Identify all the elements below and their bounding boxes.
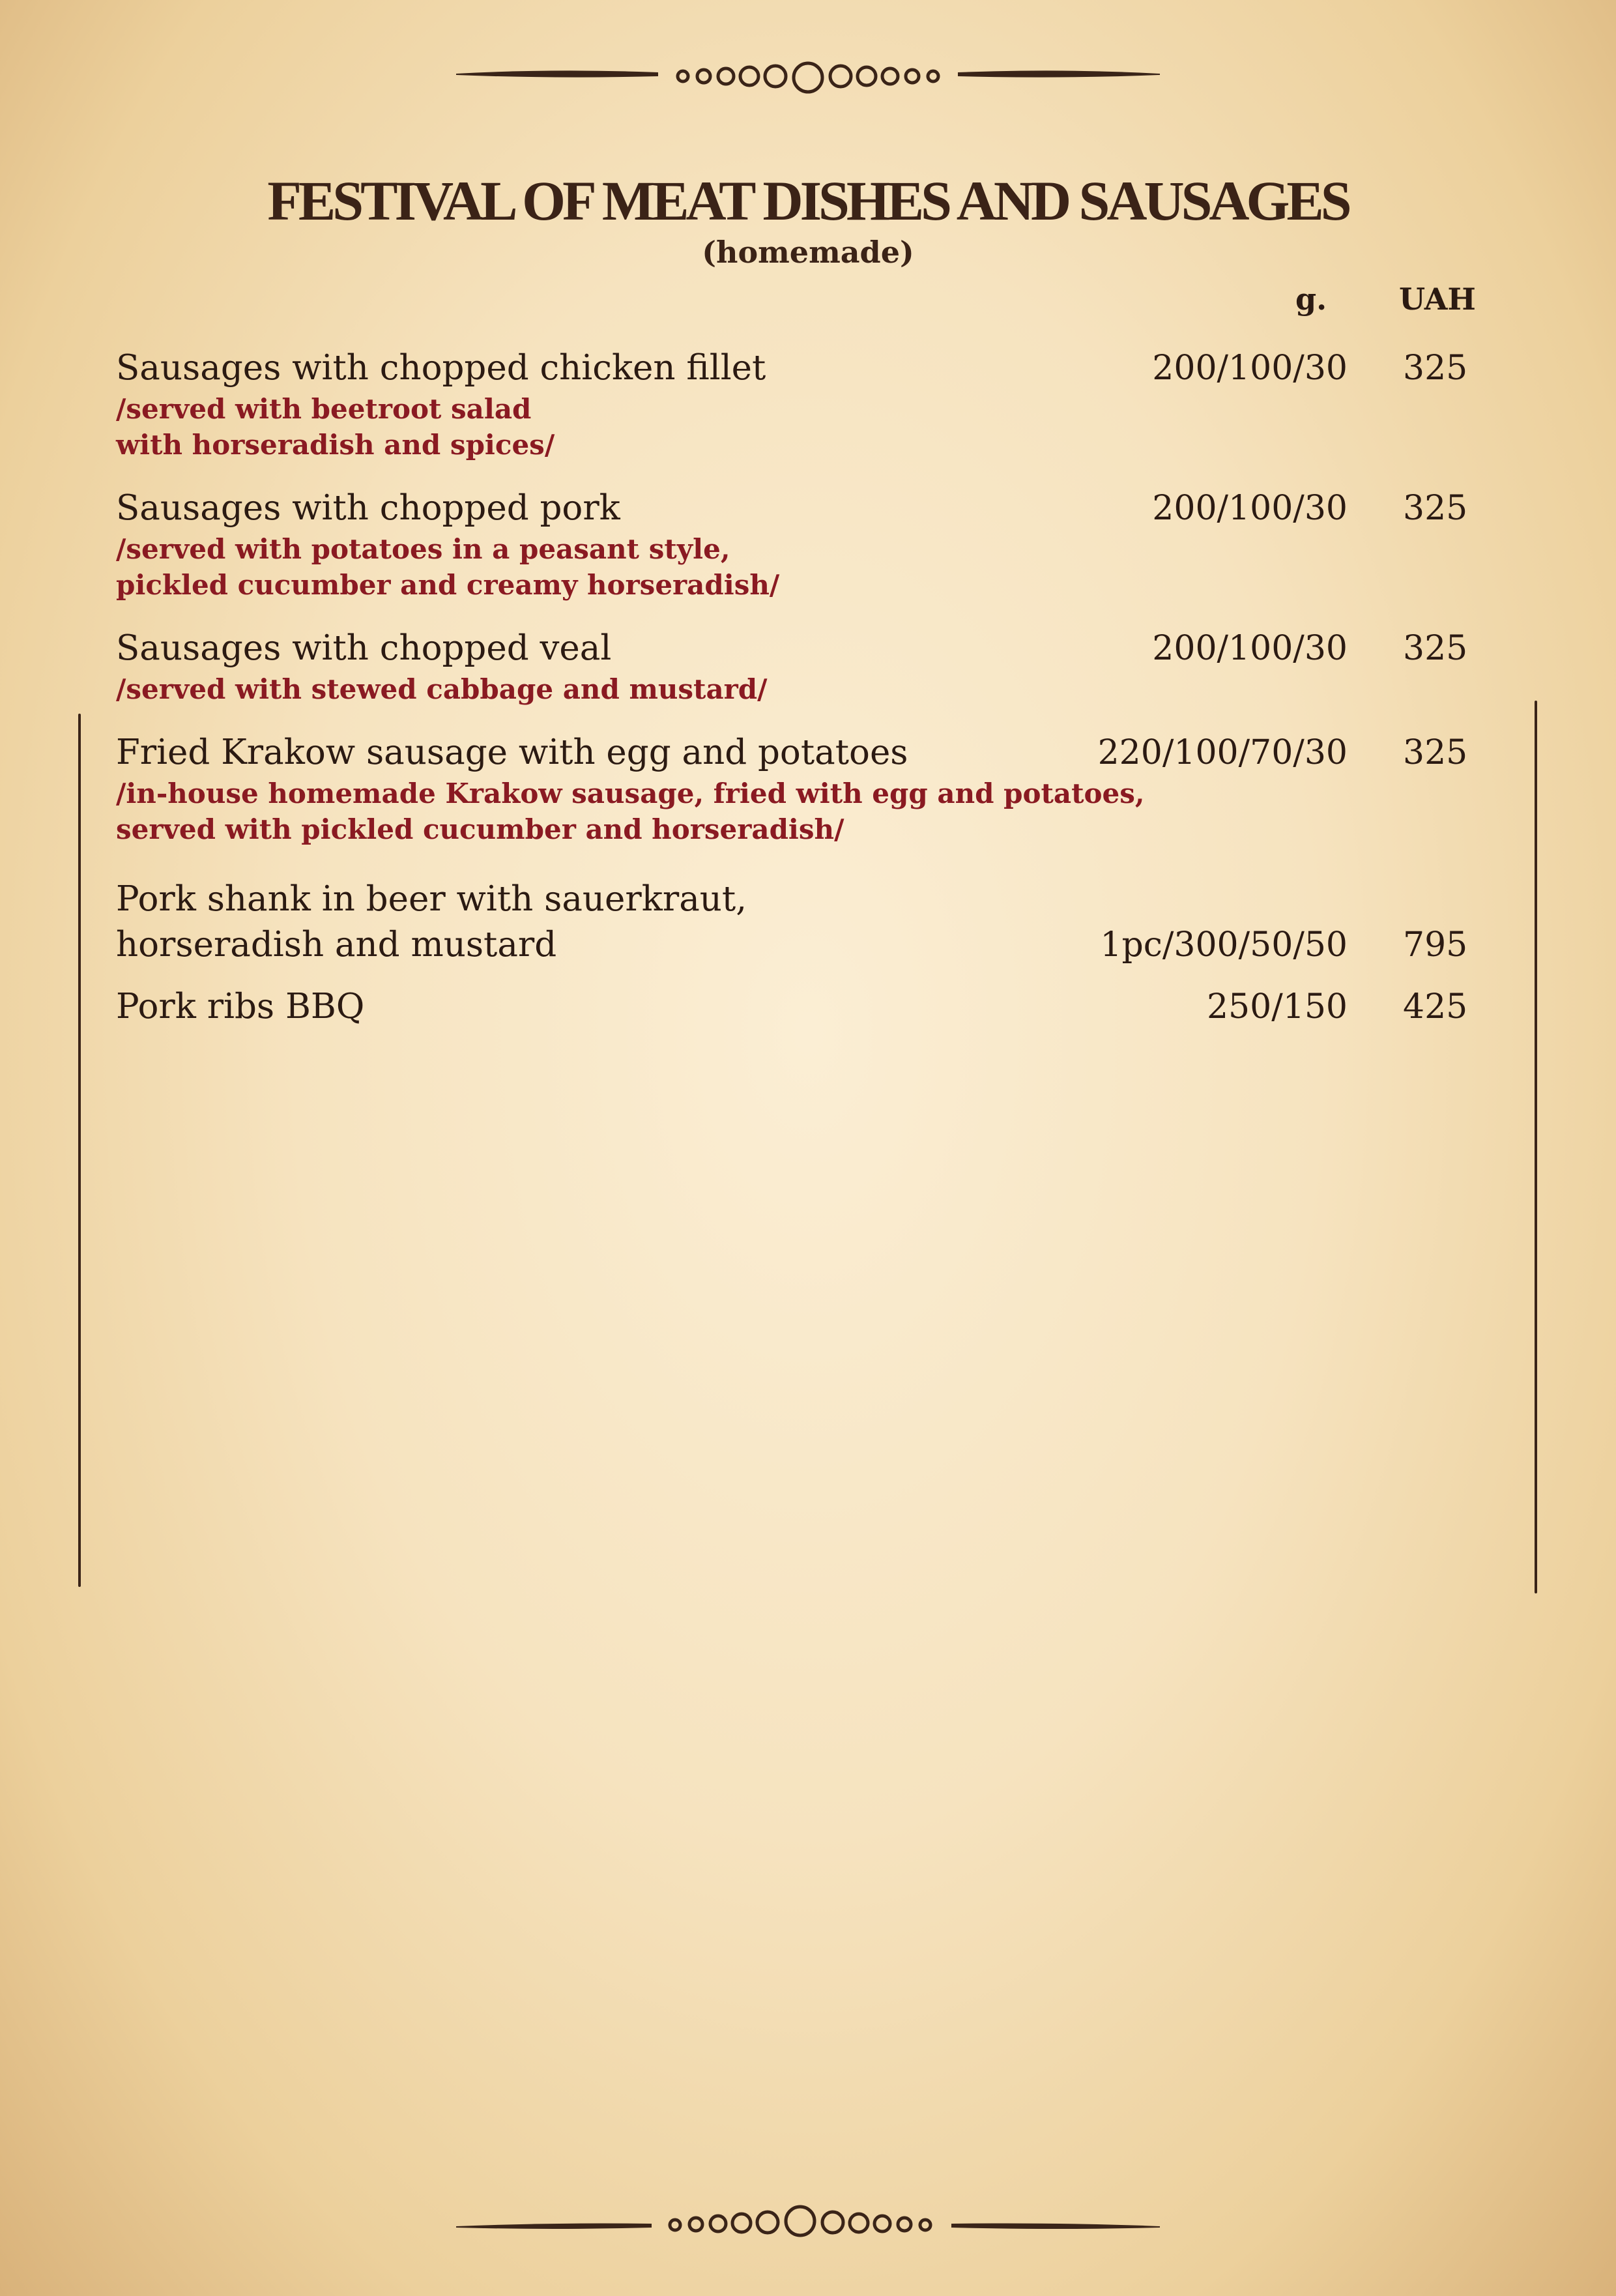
price-column-header: UAH bbox=[1399, 282, 1476, 317]
left-border-rule bbox=[78, 714, 81, 1587]
item-weight: 220/100/70/30 bbox=[1097, 733, 1348, 772]
item-name: Fried Krakow sausage with egg and potatoes bbox=[116, 733, 908, 772]
item-name: Sausages with chopped chicken fillet bbox=[116, 348, 766, 388]
bottom-ornament bbox=[0, 2203, 1616, 2242]
item-weight: 1pc/300/50/50 bbox=[1100, 925, 1348, 965]
menu-subtitle: (homemade) bbox=[702, 235, 914, 270]
item-price: 325 bbox=[1403, 629, 1468, 668]
menu-item bbox=[116, 877, 1471, 968]
item-name-line-2: horseradish and mustard bbox=[116, 925, 557, 965]
item-name: Sausages with chopped veal bbox=[116, 628, 612, 668]
item-weight: 250/150 bbox=[1206, 987, 1348, 1026]
item-weight: 200/100/30 bbox=[1152, 349, 1348, 388]
item-description: /served with stewed cabbage and mustard/ bbox=[116, 673, 768, 705]
item-price: 325 bbox=[1403, 733, 1468, 772]
menu-item bbox=[116, 984, 1471, 1030]
item-price: 325 bbox=[1403, 489, 1468, 528]
menu-item bbox=[116, 345, 1471, 463]
item-name-line-1: Pork shank in beer with sauerkraut, bbox=[116, 879, 747, 919]
item-description: /served with potatoes in a peasant style, pickled cucumber and creamy horseradish/ bbox=[116, 533, 780, 601]
item-price: 795 bbox=[1403, 925, 1468, 965]
weight-column-header: g. bbox=[1295, 282, 1327, 317]
menu-title: FESTIVAL OF MEAT DISHES AND SAUSAGES bbox=[267, 169, 1349, 232]
item-name: Sausages with chopped pork bbox=[116, 488, 620, 528]
item-description: /in-house homemade Krakow sausage, fried with egg and potatoes, served with pickled cucumber and horseradish/ bbox=[116, 777, 1145, 845]
item-price: 325 bbox=[1403, 349, 1468, 388]
item-name: Pork ribs BBQ bbox=[116, 987, 365, 1026]
item-weight: 200/100/30 bbox=[1152, 629, 1348, 668]
top-ornament bbox=[0, 55, 1616, 94]
item-description: /served with beetroot salad with horseradish and spices/ bbox=[116, 393, 555, 461]
menu-item bbox=[116, 730, 1471, 847]
right-border-rule bbox=[1535, 701, 1537, 1593]
menu-item bbox=[116, 626, 1471, 707]
menu-item bbox=[116, 486, 1471, 603]
item-price: 425 bbox=[1403, 987, 1468, 1026]
item-weight: 200/100/30 bbox=[1152, 489, 1348, 528]
